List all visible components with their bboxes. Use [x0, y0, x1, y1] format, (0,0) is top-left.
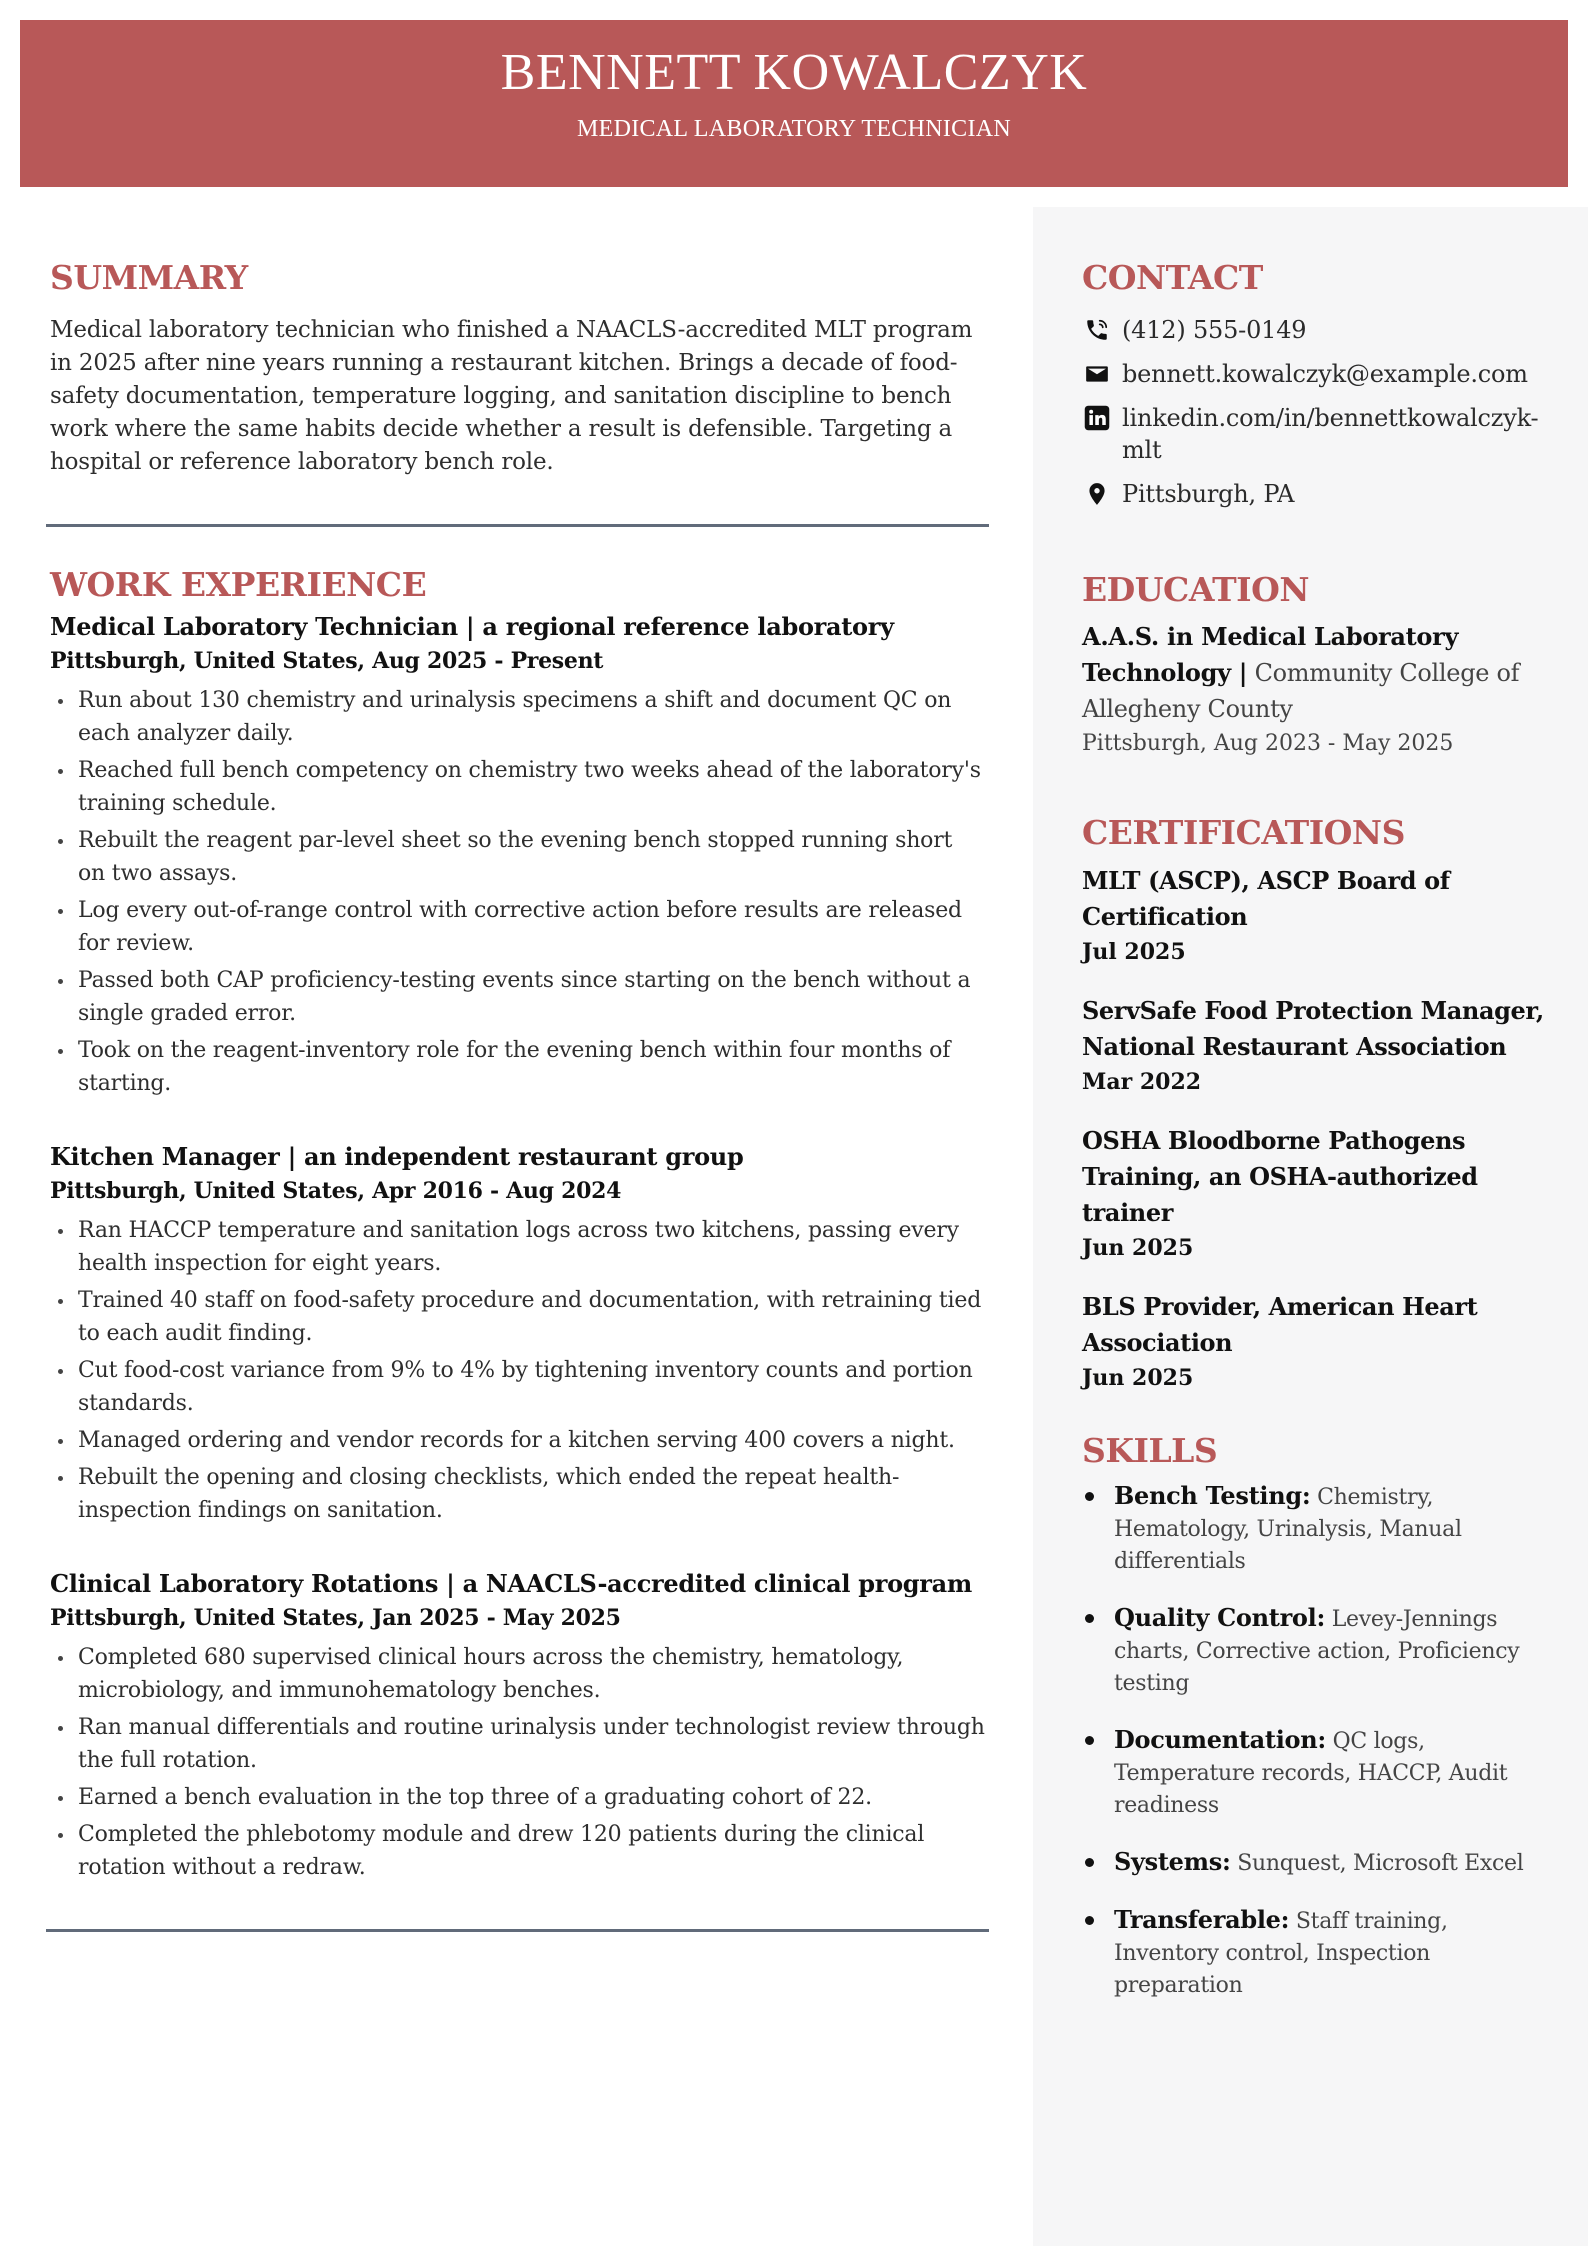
- certification-name: BLS Provider, American Heart Association: [1082, 1291, 1478, 1357]
- degree-name: A.A.S. in Medical Laboratory Technology |: [1082, 622, 1459, 688]
- skills-list: [1082, 1480, 1547, 2002]
- certification-date: Mar 2022: [1082, 1068, 1202, 1095]
- job-bullet: Trained 40 staff on food-safety procedure and documentation, with retraining tied to each audit finding.: [50, 1284, 985, 1350]
- job-title: Clinical Laboratory Rotations | a NAACLS-accredited clinical program: [50, 1569, 972, 1599]
- candidate-name: BENNETT KOWALCZYK: [500, 44, 1088, 101]
- certification-item: [1082, 863, 1547, 969]
- certification-name: MLT (ASCP), ASCP Board of Certification: [1082, 865, 1450, 931]
- job-bullet: Earned a bench evaluation in the top three of a graduating cohort of 22.: [50, 1781, 985, 1814]
- job-bullet: Rebuilt the reagent par-level sheet so the evening bench stopped running short on two assays.: [50, 824, 985, 890]
- certification-name: ServSafe Food Protection Manager, National Restaurant Association: [1082, 995, 1544, 1061]
- contact-section: [1082, 258, 1547, 510]
- location-text: Pittsburgh, PA: [1122, 479, 1295, 508]
- skills-heading: SKILLS: [1082, 1430, 1218, 1470]
- email-link[interactable]: bennett.kowalczyk@example.com: [1122, 359, 1528, 388]
- job-bullet: Log every out-of-range control with corrective action before results are released for review.: [50, 894, 985, 960]
- job-bullet: Completed the phlebotomy module and drew 120 patients during the clinical rotation without a redraw.: [50, 1818, 985, 1884]
- skill-item: [1082, 1904, 1547, 2002]
- job-title: Kitchen Manager | an independent restaurant group: [50, 1142, 744, 1172]
- job-bullet: Managed ordering and vendor records for a kitchen serving 400 covers a night.: [50, 1424, 985, 1457]
- candidate-title: MEDICAL LABORATORY TECHNICIAN: [576, 116, 1012, 142]
- certification-item: [1082, 1123, 1547, 1265]
- certification-date: Jun 2025: [1082, 1364, 1194, 1391]
- skill-item: [1082, 1724, 1547, 1822]
- sidebar: [1082, 258, 1547, 2026]
- skill-category: Systems:: [1114, 1847, 1231, 1877]
- certifications-section: [1082, 813, 1547, 1395]
- certification-item: [1082, 1289, 1547, 1395]
- skill-values: Sunquest, Microsoft Excel: [1237, 1851, 1524, 1877]
- resume-header: [20, 20, 1568, 187]
- job-bullet: Rebuilt the opening and closing checklists, which ended the repeat health-inspection findings on sanitation.: [50, 1461, 985, 1527]
- location-pin-icon: [1082, 478, 1112, 510]
- skill-values: Chemistry, Hematology, Urinalysis, Manual differentials: [1114, 1485, 1462, 1575]
- school-name: Community College of Allegheny County: [1082, 659, 1520, 724]
- certification-date: Jul 2025: [1082, 938, 1186, 965]
- education-section: [1082, 570, 1547, 762]
- skill-item: [1082, 1846, 1547, 1880]
- linkedin-icon: [1082, 402, 1112, 434]
- certification-date: Jun 2025: [1082, 1234, 1194, 1261]
- job-meta: Pittsburgh, United States, Aug 2025 - Present: [50, 648, 604, 675]
- section-divider: [46, 1929, 989, 1932]
- job-bullet: Run about 130 chemistry and urinalysis specimens a shift and document QC on each analyzer daily.: [50, 684, 985, 750]
- linkedin-link[interactable]: linkedin.com/in/bennettkowalczyk-mlt: [1122, 403, 1539, 464]
- job-title: Medical Laboratory Technician | a regional reference laboratory: [50, 612, 894, 642]
- education-heading: EDUCATION: [1082, 569, 1310, 609]
- skill-values: Staff training, Inventory control, Inspection preparation: [1114, 1909, 1448, 1999]
- experience-heading: WORK EXPERIENCE: [50, 564, 427, 604]
- job-bullets: [50, 1214, 985, 1527]
- skills-section: [1082, 1431, 1547, 2003]
- mail-icon: [1082, 358, 1112, 390]
- job-meta: Pittsburgh, United States, Jan 2025 - May 2025: [50, 1605, 621, 1632]
- job-bullet: Completed 680 supervised clinical hours across the chemistry, hematology, microbiology, and immunohematology benches.: [50, 1641, 985, 1707]
- skill-category: Transferable:: [1114, 1905, 1290, 1935]
- summary-section: [50, 258, 985, 479]
- phone-icon: [1082, 314, 1112, 346]
- skill-item: [1082, 1602, 1547, 1700]
- contact-heading: CONTACT: [1082, 258, 1263, 297]
- job-bullet: Passed both CAP proficiency-testing events since starting on the bench without a single graded error.: [50, 964, 985, 1030]
- main-column: [50, 258, 985, 1970]
- contact-linkedin: [1082, 402, 1547, 466]
- contact-location: [1082, 478, 1547, 510]
- skill-item: [1082, 1480, 1547, 1578]
- job-bullet: Ran HACCP temperature and sanitation logs across two kitchens, passing every health inspection for eight years.: [50, 1214, 985, 1280]
- job-bullet: Took on the reagent-inventory role for the evening bench within four months of starting.: [50, 1034, 985, 1100]
- contact-email: [1082, 358, 1547, 390]
- skill-values: Levey-Jennings charts, Corrective action, Proficiency testing: [1114, 1607, 1520, 1697]
- education-entry: [1082, 619, 1547, 727]
- summary-heading: SUMMARY: [50, 258, 248, 297]
- skill-values: QC logs, Temperature records, HACCP, Audit readiness: [1114, 1729, 1508, 1819]
- phone-text[interactable]: (412) 555-0149: [1122, 315, 1307, 344]
- education-meta: Pittsburgh, Aug 2023 - May 2025: [1082, 731, 1454, 757]
- skill-category: Quality Control:: [1114, 1603, 1326, 1633]
- job-bullets: [50, 684, 985, 1100]
- job-entry: [50, 1140, 985, 1527]
- section-divider: [46, 524, 989, 527]
- summary-text: Medical laboratory technician who finished a NAACLS-accredited MLT program in 2025 after nine years running a restaurant kitchen. Brings a decade of food-safety documentation, temperature logging, and sanitation discipline to bench work where the same habits decide whether a result is defensible. Targeting a hospital or reference laboratory bench role.: [50, 316, 973, 475]
- certification-item: [1082, 993, 1547, 1099]
- skill-category: Bench Testing:: [1114, 1481, 1311, 1511]
- job-bullet: Cut food-cost variance from 9% to 4% by tightening inventory counts and portion standards.: [50, 1354, 985, 1420]
- skill-category: Documentation:: [1114, 1725, 1326, 1755]
- job-bullet: Ran manual differentials and routine urinalysis under technologist review through the full rotation.: [50, 1711, 985, 1777]
- contact-phone: [1082, 314, 1547, 346]
- job-entry: [50, 1567, 985, 1884]
- certifications-heading: CERTIFICATIONS: [1082, 813, 1405, 853]
- experience-section: [50, 565, 985, 1885]
- job-bullet: Reached full bench competency on chemistry two weeks ahead of the laboratory's training schedule.: [50, 754, 985, 820]
- job-meta: Pittsburgh, United States, Apr 2016 - Aug 2024: [50, 1178, 622, 1205]
- job-entry: [50, 610, 985, 1100]
- job-bullets: [50, 1641, 985, 1884]
- certification-name: OSHA Bloodborne Pathogens Training, an OSHA-authorized trainer: [1082, 1125, 1478, 1227]
